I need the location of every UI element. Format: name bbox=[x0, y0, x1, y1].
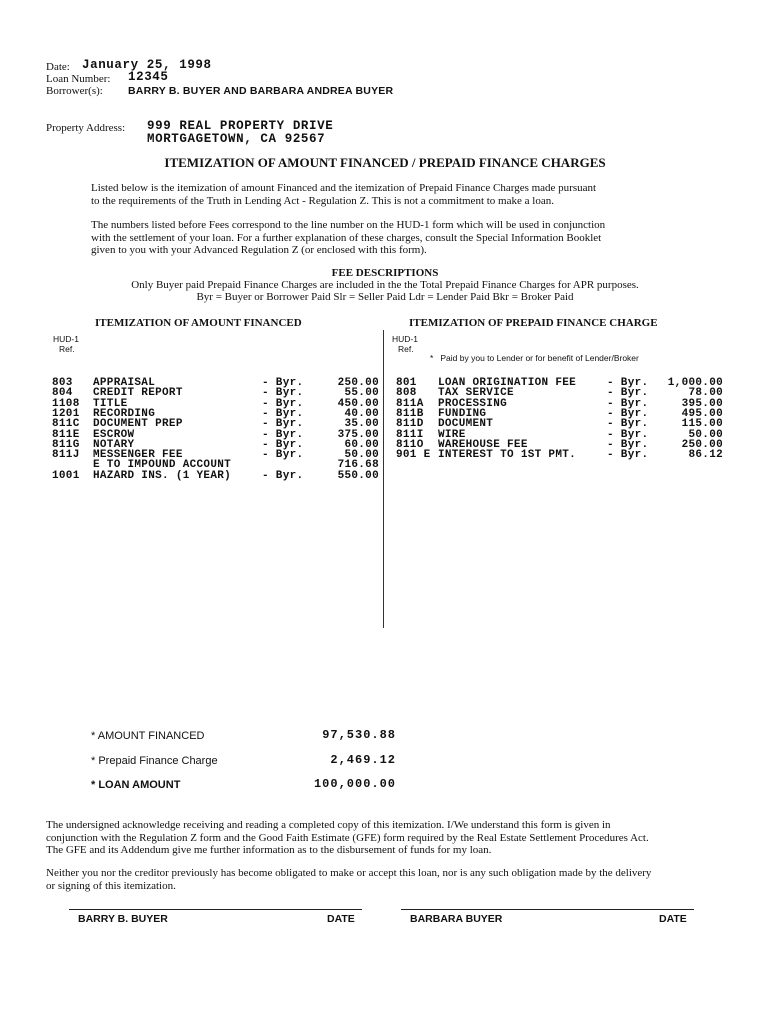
amount-financed-label: * AMOUNT FINANCED bbox=[91, 730, 205, 742]
fee-payer: - Byr. bbox=[262, 407, 304, 420]
fee-descriptions-heading: FEE DESCRIPTIONS bbox=[331, 267, 439, 279]
fee-payer: - Byr. bbox=[607, 377, 649, 389]
fee-payer: - Byr. bbox=[262, 438, 304, 451]
fee-description: TAX SERVICE bbox=[438, 387, 514, 400]
loan-amount-value: 100,000.00 bbox=[313, 777, 396, 791]
borrowers-label: Borrower(s): bbox=[46, 85, 103, 97]
fee-ref: 811O bbox=[396, 438, 424, 451]
fee-payer: - Byr. bbox=[607, 407, 649, 420]
fee-amount: 115.00 bbox=[681, 418, 723, 431]
amount-financed-value: 97,530.88 bbox=[322, 728, 396, 742]
fee-ref: 1108 bbox=[52, 397, 80, 410]
obligation-line1: Neither you nor the creditor previously has become obligated to make or accept this loan, nor is any such obligation made by the delivery bbox=[46, 867, 652, 879]
loan-amount-label: * LOAN AMOUNT bbox=[91, 779, 181, 791]
right-ref-label: Ref. bbox=[398, 344, 414, 354]
column-divider bbox=[383, 330, 384, 628]
fee-payer: - Byr. bbox=[262, 387, 304, 400]
intro-p1-line2: to the requirements of the Truth in Lending Act - Regulation Z. This is not a commitment to make a loan. bbox=[91, 194, 554, 207]
fee-description: MESSENGER FEE bbox=[93, 449, 183, 462]
fee-amount: 395.00 bbox=[681, 397, 723, 410]
fee-description: RECORDING bbox=[93, 407, 156, 420]
intro-p2-line3: given to you with your Advanced Regulation Z (or enclosed with this form). bbox=[91, 244, 427, 256]
fee-payer: - Byr. bbox=[262, 377, 304, 389]
coborrower-signature-line[interactable] bbox=[401, 909, 694, 910]
fee-ref: 811D bbox=[396, 418, 424, 431]
fee-ref: 1201 bbox=[52, 407, 80, 420]
obligation-paragraph bbox=[46, 867, 736, 892]
fee-payer: - Byr. bbox=[262, 449, 304, 462]
left-ref-label: Ref. bbox=[59, 344, 75, 354]
intro-p2-line1: The numbers listed before Fees correspond to the line number on the HUD-1 form which will be used in conjunction bbox=[91, 219, 606, 231]
fee-amount: 716.68 bbox=[337, 459, 379, 472]
fee-description: LOAN ORIGINATION FEE bbox=[438, 377, 577, 389]
fee-ref: 811E bbox=[52, 428, 80, 441]
fee-amount: 60.00 bbox=[344, 438, 379, 451]
fee-ref: 811I bbox=[396, 428, 424, 441]
borrower-signature-line[interactable] bbox=[69, 909, 362, 910]
date-value: January 25, 1998 bbox=[82, 58, 212, 72]
fee-description: E TO IMPOUND ACCOUNT bbox=[93, 459, 232, 472]
fee-payer: - Byr. bbox=[607, 428, 649, 441]
fee-ref: 811B bbox=[396, 407, 424, 420]
fee-description: APPRAISAL bbox=[93, 377, 156, 389]
prepaid-finance-charge-value: 2,469.12 bbox=[330, 753, 396, 767]
fee-description: CREDIT REPORT bbox=[93, 387, 183, 400]
acknowledgement-paragraph bbox=[46, 819, 736, 857]
fee-ref: 803 bbox=[52, 377, 73, 389]
loan-number-label: Loan Number: bbox=[46, 73, 111, 85]
left-hud-label: HUD-1 bbox=[53, 334, 79, 344]
fee-amount: 78.00 bbox=[688, 387, 723, 400]
fee-row bbox=[396, 419, 723, 429]
fee-ref: 811J bbox=[52, 449, 80, 462]
fee-amount: 550.00 bbox=[337, 469, 379, 482]
intro-paragraph-1 bbox=[91, 182, 691, 207]
fee-ref: 808 bbox=[396, 387, 417, 400]
fee-row bbox=[52, 471, 379, 481]
amount-financed-heading: ITEMIZATION OF AMOUNT FINANCED bbox=[95, 317, 302, 329]
fee-row bbox=[52, 419, 379, 429]
coborrower-signature-name: BARBARA BUYER bbox=[410, 913, 503, 925]
fee-amount: 375.00 bbox=[337, 428, 379, 441]
fee-ref: 804 bbox=[52, 387, 73, 400]
prepaid-finance-charge-label: * Prepaid Finance Charge bbox=[91, 755, 218, 767]
right-hud-label: HUD-1 bbox=[392, 334, 418, 344]
fee-description: DOCUMENT bbox=[438, 418, 494, 431]
fee-description: WIRE bbox=[438, 428, 466, 441]
fee-payer: - Byr. bbox=[607, 387, 649, 400]
fee-payer: - Byr. bbox=[607, 449, 649, 462]
fee-description: WAREHOUSE FEE bbox=[438, 438, 528, 451]
fee-amount: 86.12 bbox=[688, 449, 723, 462]
fee-amount: 450.00 bbox=[337, 397, 379, 410]
fee-ref: 811A bbox=[396, 397, 424, 410]
fee-payer: - Byr. bbox=[607, 438, 649, 451]
fee-payer: - Byr. bbox=[607, 418, 649, 431]
intro-paragraph-2 bbox=[91, 219, 711, 257]
obligation-line2: or signing of this itemization. bbox=[46, 879, 176, 892]
fee-ref: 811G bbox=[52, 438, 80, 451]
fee-payer: - Byr. bbox=[262, 418, 304, 431]
fee-amount: 55.00 bbox=[344, 387, 379, 400]
fee-ref: 1001 bbox=[52, 469, 80, 482]
document-title: ITEMIZATION OF AMOUNT FINANCED / PREPAID FINANCE CHARGES bbox=[164, 155, 606, 170]
borrower-signature-date: DATE bbox=[327, 913, 355, 925]
property-address-line1: 999 REAL PROPERTY DRIVE bbox=[147, 119, 334, 133]
ack-line1: The undersigned acknowledge receiving and reading a completed copy of this itemization. I/We understand this form is given in bbox=[46, 819, 611, 831]
fee-amount: 1,000.00 bbox=[667, 377, 723, 389]
fee-description: DOCUMENT PREP bbox=[93, 418, 183, 431]
fee-description: TITLE bbox=[93, 397, 128, 410]
fee-payer: - Byr. bbox=[262, 428, 304, 441]
fee-payer: - Byr. bbox=[262, 469, 304, 482]
fee-amount: 35.00 bbox=[344, 418, 379, 431]
property-address-line2: MORTGAGETOWN, CA 92567 bbox=[147, 132, 326, 146]
fee-amount: 50.00 bbox=[344, 449, 379, 462]
fee-description: ESCROW bbox=[93, 428, 135, 441]
ack-line3: The GFE and its Addendum give me further information as to the disbursement of funds for my loan. bbox=[46, 844, 492, 856]
intro-p2-line2: with the settlement of your loan. For a further explanation of these charges, consult the Special Information Booklet bbox=[91, 231, 602, 244]
fee-ref: 801 bbox=[396, 377, 417, 389]
fee-amount: 495.00 bbox=[681, 407, 723, 420]
borrower-signature-name: BARRY B. BUYER bbox=[78, 913, 168, 925]
fee-row bbox=[396, 450, 723, 460]
loan-number-value: 12345 bbox=[128, 70, 169, 84]
intro-p1-line1: Listed below is the itemization of amount Financed and the itemization of Prepaid Finance Charges made pursuant bbox=[91, 182, 597, 194]
ack-line2: conjunction with the Regulation Z form and the Good Faith Estimate (GFE) form required by the Real Estate Settlement Procedures Act. bbox=[46, 831, 649, 844]
fee-amount: 40.00 bbox=[344, 407, 379, 420]
lender-broker-note: * Paid by you to Lender or for benefit of Lender/Broker bbox=[430, 353, 639, 363]
fee-amount: 250.00 bbox=[681, 438, 723, 451]
fee-descriptions-line2: Byr = Buyer or Borrower Paid Slr = Seller Paid Ldr = Lender Paid Bkr = Broker Paid bbox=[196, 291, 574, 303]
fee-descriptions-line1: Only Buyer paid Prepaid Finance Charges are included in the the Total Prepaid Finance Charges for APR purposes. bbox=[131, 279, 639, 291]
prepaid-finance-charge-heading: ITEMIZATION OF PREPAID FINANCE CHARGE bbox=[409, 317, 658, 329]
fee-description: INTEREST TO 1ST PMT. bbox=[438, 449, 577, 462]
fee-ref: 811C bbox=[52, 418, 80, 431]
coborrower-signature-date: DATE bbox=[659, 913, 687, 925]
fee-payer: - Byr. bbox=[262, 397, 304, 410]
fee-description: NOTARY bbox=[93, 438, 135, 451]
fee-amount: 50.00 bbox=[688, 428, 723, 441]
property-address-label: Property Address: bbox=[46, 122, 126, 134]
fee-payer: - Byr. bbox=[607, 397, 649, 410]
fee-description: PROCESSING bbox=[438, 397, 508, 410]
borrowers-value: BARRY B. BUYER AND BARBARA ANDREA BUYER bbox=[128, 85, 394, 97]
fee-description: HAZARD INS. (1 YEAR) bbox=[93, 469, 232, 482]
fee-ref: 901 E bbox=[396, 449, 431, 462]
date-label: Date: bbox=[46, 61, 70, 73]
fee-amount: 250.00 bbox=[337, 377, 379, 389]
fee-description: FUNDING bbox=[438, 407, 487, 420]
